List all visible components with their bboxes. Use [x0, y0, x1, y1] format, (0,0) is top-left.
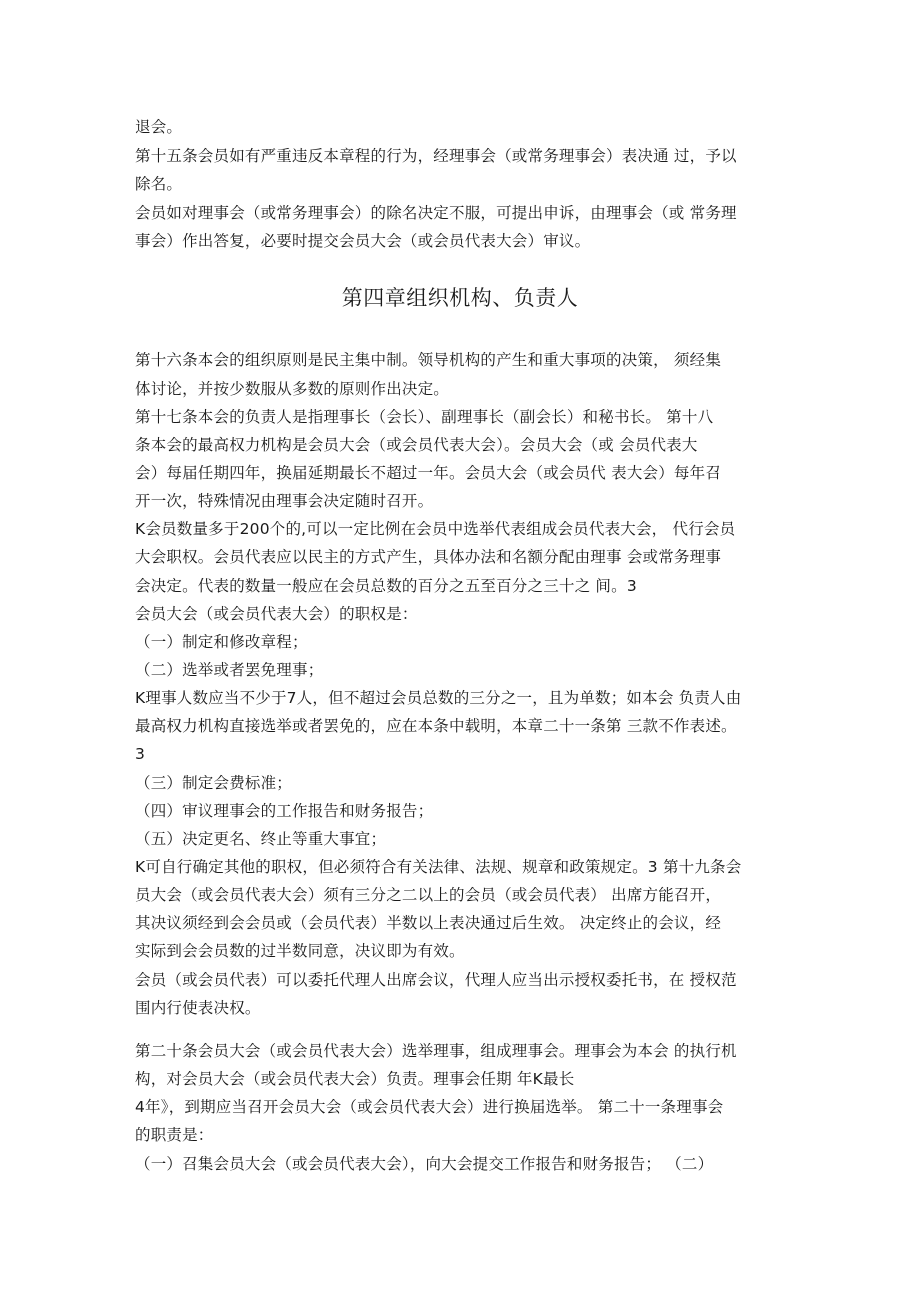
- text-line: （一）制定和修改章程；: [135, 633, 308, 651]
- text-line: 第二十条会员大会（或会员代表大会）选举理事，组成理事会。理事会为本会 的执行机: [135, 1042, 737, 1060]
- text-line: 其决议须经到会会员或（会员代表）半数以上表决通过后生效。 决定终止的会议，经: [135, 914, 722, 932]
- text-line: K可自行确定其他的职权，但必须符合有关法律、法规、规章和政策规定。3 第十九条会: [135, 858, 742, 876]
- text-line: 开一次，特殊情况由理事会决定随时召开。: [135, 492, 434, 510]
- text-line: 第十六条本会的组织原则是民主集中制。领导机构的产生和重大事项的决策， 须经集: [135, 351, 722, 369]
- text-line: 会员大会（或会员代表大会）的职权是：: [135, 605, 418, 623]
- text-line: （五）决定更名、终止等重大事宜；: [135, 830, 387, 848]
- text-line: （三）制定会费标准；: [135, 774, 293, 792]
- text-line: 体讨论，并按少数服从多数的原则作出决定。: [135, 380, 450, 398]
- text-line: 最高权力机构直接选举或者罢免的，应在本条中载明，本章二十一条第 三款不作表述。: [135, 717, 737, 735]
- text-line: 事会）作出答复，必要时提交会员大会（或会员代表大会）审议。: [135, 232, 591, 250]
- text-line: 除名。: [135, 175, 183, 193]
- text-line: 条本会的最高权力机构是会员大会（或会员代表大会）。会员大会（或 会员代表大: [135, 436, 698, 454]
- text-line: 4年》，到期应当召开会员大会（或会员代表大会）进行换届选举。 第二十一条理事会: [135, 1098, 724, 1116]
- text-line: 围内行使表决权。: [135, 999, 261, 1017]
- text-line: （一）召集会员大会（或会员代表大会），向大会提交工作报告和财务报告； （二）: [135, 1155, 714, 1173]
- text-line: 大会职权。会员代表应以民主的方式产生，具体办法和名额分配由理事 会或常务理事: [135, 548, 722, 566]
- text-line: 退会。: [135, 118, 183, 136]
- text-line: 3: [135, 745, 146, 763]
- text-line: 会员（或会员代表）可以委托代理人出席会议，代理人应当出示授权委托书，在 授权范: [135, 971, 737, 989]
- text-line: K会员数量多于200个的,可以一定比例在会员中选举代表组成会员代表大会， 代行会员: [135, 520, 736, 538]
- text-line: （四）审议理事会的工作报告和财务报告；: [135, 802, 434, 820]
- text-line: 会员如对理事会（或常务理事会）的除名决定不服，可提出申诉，由理事会（或 常务理: [135, 204, 737, 222]
- text-line: 第十七条本会的负责人是指理事长（会长）、副理事长（副会长）和秘书长。 第十八: [135, 408, 714, 426]
- text-line: 员大会（或会员代表大会）须有三分之二以上的会员（或会员代表） 出席方能召开，: [135, 886, 722, 904]
- text-line: 实际到会会员数的过半数同意，决议即为有效。: [135, 942, 465, 960]
- text-line: 的职责是：: [135, 1126, 214, 1144]
- text-line: 会决定。代表的数量一般应在会员总数的百分之五至百分之三十之 间。3: [135, 577, 637, 595]
- text-line: （二）选举或者罢免理事；: [135, 661, 324, 679]
- text-line: K理事人数应当不少于7人，但不超过会员总数的三分之一，且为单数；如本会 负责人由: [135, 689, 742, 707]
- chapter-heading: 第四章组织机构、负责人: [341, 286, 579, 310]
- text-line: 构，对会员大会（或会员代表大会）负责。理事会任期 年K最长: [135, 1070, 575, 1088]
- text-line: 第十五条会员如有严重违反本章程的行为，经理事会（或常务理事会）表决通 过，予以: [135, 147, 737, 165]
- text-line: 会）每届任期四年，换届延期最长不超过一年。会员大会（或会员代 表大会）每年召: [135, 464, 722, 482]
